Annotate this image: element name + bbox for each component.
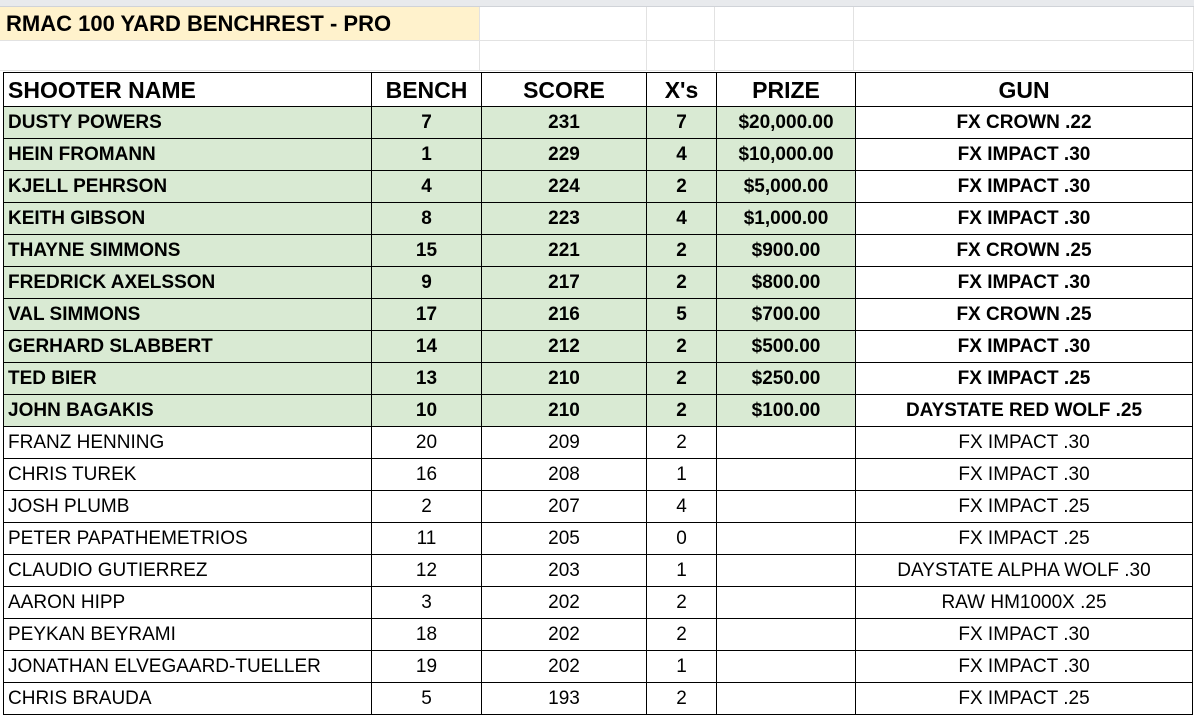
column-header-prize[interactable]: PRIZE — [717, 73, 856, 107]
score-cell[interactable]: 217 — [482, 267, 647, 299]
score-cell[interactable]: 202 — [482, 587, 647, 619]
x-count-cell[interactable]: 7 — [647, 107, 717, 139]
gun-cell[interactable]: DAYSTATE RED WOLF .25 — [856, 395, 1193, 427]
x-count-cell[interactable]: 5 — [647, 299, 717, 331]
prize-cell[interactable] — [717, 619, 856, 651]
shooter-name-cell[interactable]: JOSH PLUMB — [4, 491, 372, 523]
shooter-name-cell[interactable]: PETER PAPATHEMETRIOS — [4, 523, 372, 555]
prize-cell[interactable] — [717, 523, 856, 555]
x-count-cell[interactable]: 2 — [647, 683, 717, 715]
score-cell[interactable]: 209 — [482, 427, 647, 459]
gun-cell[interactable]: FX IMPACT .30 — [856, 459, 1193, 491]
bench-cell[interactable]: 3 — [372, 587, 482, 619]
x-count-cell[interactable]: 2 — [647, 427, 717, 459]
sheet-top-strip — [0, 0, 1194, 7]
table-row — [4, 459, 1193, 491]
prize-cell[interactable]: $20,000.00 — [717, 107, 856, 139]
bench-cell[interactable]: 4 — [372, 171, 482, 203]
prize-cell[interactable] — [717, 587, 856, 619]
shooter-name-cell[interactable]: JONATHAN ELVEGAARD-TUELLER — [4, 651, 372, 683]
shooter-name-cell[interactable]: DUSTY POWERS — [4, 107, 372, 139]
gun-cell[interactable]: FX IMPACT .30 — [856, 171, 1193, 203]
x-count-cell[interactable]: 1 — [647, 555, 717, 587]
empty-cell[interactable] — [854, 41, 1194, 71]
score-cell[interactable]: 205 — [482, 523, 647, 555]
table-row — [4, 587, 1193, 619]
prize-cell[interactable]: $800.00 — [717, 267, 856, 299]
score-cell[interactable]: 203 — [482, 555, 647, 587]
prize-cell[interactable]: $900.00 — [717, 235, 856, 267]
table-row — [4, 267, 1193, 299]
prize-cell[interactable] — [717, 555, 856, 587]
table-row — [4, 331, 1193, 363]
shooter-name-cell[interactable]: FRANZ HENNING — [4, 427, 372, 459]
gun-cell[interactable]: FX IMPACT .25 — [856, 491, 1193, 523]
table-row — [4, 427, 1193, 459]
score-cell[interactable]: 221 — [482, 235, 647, 267]
score-cell[interactable]: 231 — [482, 107, 647, 139]
x-count-cell[interactable]: 2 — [647, 587, 717, 619]
gun-cell[interactable]: DAYSTATE ALPHA WOLF .30 — [856, 555, 1193, 587]
bench-cell[interactable]: 16 — [372, 459, 482, 491]
score-cell[interactable]: 207 — [482, 491, 647, 523]
gun-cell[interactable]: FX IMPACT .30 — [856, 267, 1193, 299]
prize-cell[interactable]: $100.00 — [717, 395, 856, 427]
table-row — [4, 651, 1193, 683]
bench-cell[interactable]: 9 — [372, 267, 482, 299]
gun-cell[interactable]: FX CROWN .22 — [856, 107, 1193, 139]
bench-cell[interactable]: 19 — [372, 651, 482, 683]
score-cell[interactable]: 208 — [482, 459, 647, 491]
table-row — [4, 491, 1193, 523]
table-row — [4, 139, 1193, 171]
gun-cell[interactable]: FX IMPACT .25 — [856, 363, 1193, 395]
shooter-name-cell[interactable]: FREDRICK AXELSSON — [4, 267, 372, 299]
bench-cell[interactable]: 5 — [372, 683, 482, 715]
table-row — [4, 203, 1193, 235]
shooter-name-cell[interactable]: CHRIS TUREK — [4, 459, 372, 491]
sheet-title: RMAC 100 YARD BENCHREST - PRO — [6, 11, 392, 36]
score-cell[interactable]: 216 — [482, 299, 647, 331]
prize-cell[interactable] — [717, 459, 856, 491]
bench-cell[interactable]: 1 — [372, 139, 482, 171]
prize-cell[interactable]: $10,000.00 — [717, 139, 856, 171]
bench-cell[interactable]: 10 — [372, 395, 482, 427]
x-count-cell[interactable]: 2 — [647, 331, 717, 363]
empty-cell[interactable] — [715, 41, 854, 71]
column-header-score[interactable]: SCORE — [482, 73, 647, 107]
gun-cell[interactable]: FX IMPACT .30 — [856, 651, 1193, 683]
bench-cell[interactable]: 2 — [372, 491, 482, 523]
x-count-cell[interactable]: 4 — [647, 203, 717, 235]
gun-cell[interactable]: FX IMPACT .30 — [856, 331, 1193, 363]
table-row — [4, 619, 1193, 651]
shooter-name-cell[interactable]: VAL SIMMONS — [4, 299, 372, 331]
empty-cell[interactable] — [480, 7, 647, 41]
gun-cell[interactable]: FX CROWN .25 — [856, 299, 1193, 331]
column-header-shooter-name[interactable]: SHOOTER NAME — [4, 73, 372, 107]
bench-cell[interactable]: 17 — [372, 299, 482, 331]
gun-cell[interactable]: FX IMPACT .30 — [856, 139, 1193, 171]
empty-cell[interactable] — [854, 7, 1194, 41]
x-count-cell[interactable]: 1 — [647, 651, 717, 683]
score-cell[interactable]: 212 — [482, 331, 647, 363]
empty-cell[interactable] — [647, 41, 715, 71]
gun-cell[interactable]: FX IMPACT .30 — [856, 619, 1193, 651]
table-row — [4, 299, 1193, 331]
header-row — [4, 73, 1193, 107]
table-row — [4, 171, 1193, 203]
x-count-cell[interactable]: 4 — [647, 139, 717, 171]
sheet-row-blank — [0, 41, 1194, 71]
x-count-cell[interactable]: 0 — [647, 523, 717, 555]
score-cell[interactable]: 223 — [482, 203, 647, 235]
column-header-xs[interactable]: X's — [647, 73, 717, 107]
table-row — [4, 683, 1193, 715]
results-table — [3, 72, 1193, 715]
empty-cell[interactable] — [647, 7, 715, 41]
prize-cell[interactable] — [717, 427, 856, 459]
x-count-cell[interactable]: 1 — [647, 459, 717, 491]
x-count-cell[interactable]: 4 — [647, 491, 717, 523]
bench-cell[interactable]: 7 — [372, 107, 482, 139]
bench-cell[interactable]: 13 — [372, 363, 482, 395]
bench-cell[interactable]: 14 — [372, 331, 482, 363]
prize-cell[interactable] — [717, 491, 856, 523]
table-row — [4, 555, 1193, 587]
gun-cell[interactable]: FX CROWN .25 — [856, 235, 1193, 267]
shooter-name-cell[interactable]: CHRIS BRAUDA — [4, 683, 372, 715]
shooter-name-cell[interactable]: CLAUDIO GUTIERREZ — [4, 555, 372, 587]
table-row — [4, 235, 1193, 267]
gun-cell[interactable]: RAW HM1000X .25 — [856, 587, 1193, 619]
sheet-row-title — [0, 7, 1194, 41]
shooter-name-cell[interactable]: PEYKAN BEYRAMI — [4, 619, 372, 651]
gun-cell[interactable]: FX IMPACT .30 — [856, 203, 1193, 235]
x-count-cell[interactable]: 2 — [647, 395, 717, 427]
bench-cell[interactable]: 11 — [372, 523, 482, 555]
shooter-name-cell[interactable]: AARON HIPP — [4, 587, 372, 619]
x-count-cell[interactable]: 2 — [647, 235, 717, 267]
prize-cell[interactable]: $700.00 — [717, 299, 856, 331]
shooter-name-cell[interactable]: JOHN BAGAKIS — [4, 395, 372, 427]
score-cell[interactable]: 210 — [482, 395, 647, 427]
table-row — [4, 395, 1193, 427]
gun-cell[interactable]: FX IMPACT .25 — [856, 683, 1193, 715]
shooter-name-cell[interactable]: KEITH GIBSON — [4, 203, 372, 235]
x-count-cell[interactable]: 2 — [647, 171, 717, 203]
prize-cell[interactable] — [717, 683, 856, 715]
sheet-title-cell[interactable] — [0, 7, 480, 41]
table-row — [4, 107, 1193, 139]
table-row — [4, 363, 1193, 395]
shooter-name-cell[interactable]: TED BIER — [4, 363, 372, 395]
empty-cell[interactable] — [480, 41, 647, 71]
x-count-cell[interactable]: 2 — [647, 363, 717, 395]
empty-cell[interactable] — [715, 7, 854, 41]
score-cell[interactable]: 202 — [482, 651, 647, 683]
shooter-name-cell[interactable]: THAYNE SIMMONS — [4, 235, 372, 267]
bench-cell[interactable]: 18 — [372, 619, 482, 651]
prize-cell[interactable] — [717, 651, 856, 683]
shooter-name-cell[interactable]: HEIN FROMANN — [4, 139, 372, 171]
empty-cell[interactable] — [0, 41, 480, 71]
score-cell[interactable]: 229 — [482, 139, 647, 171]
bench-cell[interactable]: 20 — [372, 427, 482, 459]
prize-cell[interactable]: $500.00 — [717, 331, 856, 363]
score-cell[interactable]: 210 — [482, 363, 647, 395]
score-cell[interactable]: 202 — [482, 619, 647, 651]
shooter-name-cell[interactable]: GERHARD SLABBERT — [4, 331, 372, 363]
prize-cell[interactable]: $250.00 — [717, 363, 856, 395]
x-count-cell[interactable]: 2 — [647, 267, 717, 299]
x-count-cell[interactable]: 2 — [647, 619, 717, 651]
table-row — [4, 523, 1193, 555]
prize-cell[interactable]: $5,000.00 — [717, 171, 856, 203]
column-header-bench[interactable]: BENCH — [372, 73, 482, 107]
bench-cell[interactable]: 8 — [372, 203, 482, 235]
gun-cell[interactable]: FX IMPACT .25 — [856, 523, 1193, 555]
score-cell[interactable]: 224 — [482, 171, 647, 203]
prize-cell[interactable]: $1,000.00 — [717, 203, 856, 235]
column-header-gun[interactable]: GUN — [856, 73, 1193, 107]
shooter-name-cell[interactable]: KJELL PEHRSON — [4, 171, 372, 203]
score-cell[interactable]: 193 — [482, 683, 647, 715]
bench-cell[interactable]: 12 — [372, 555, 482, 587]
bench-cell[interactable]: 15 — [372, 235, 482, 267]
gun-cell[interactable]: FX IMPACT .30 — [856, 427, 1193, 459]
